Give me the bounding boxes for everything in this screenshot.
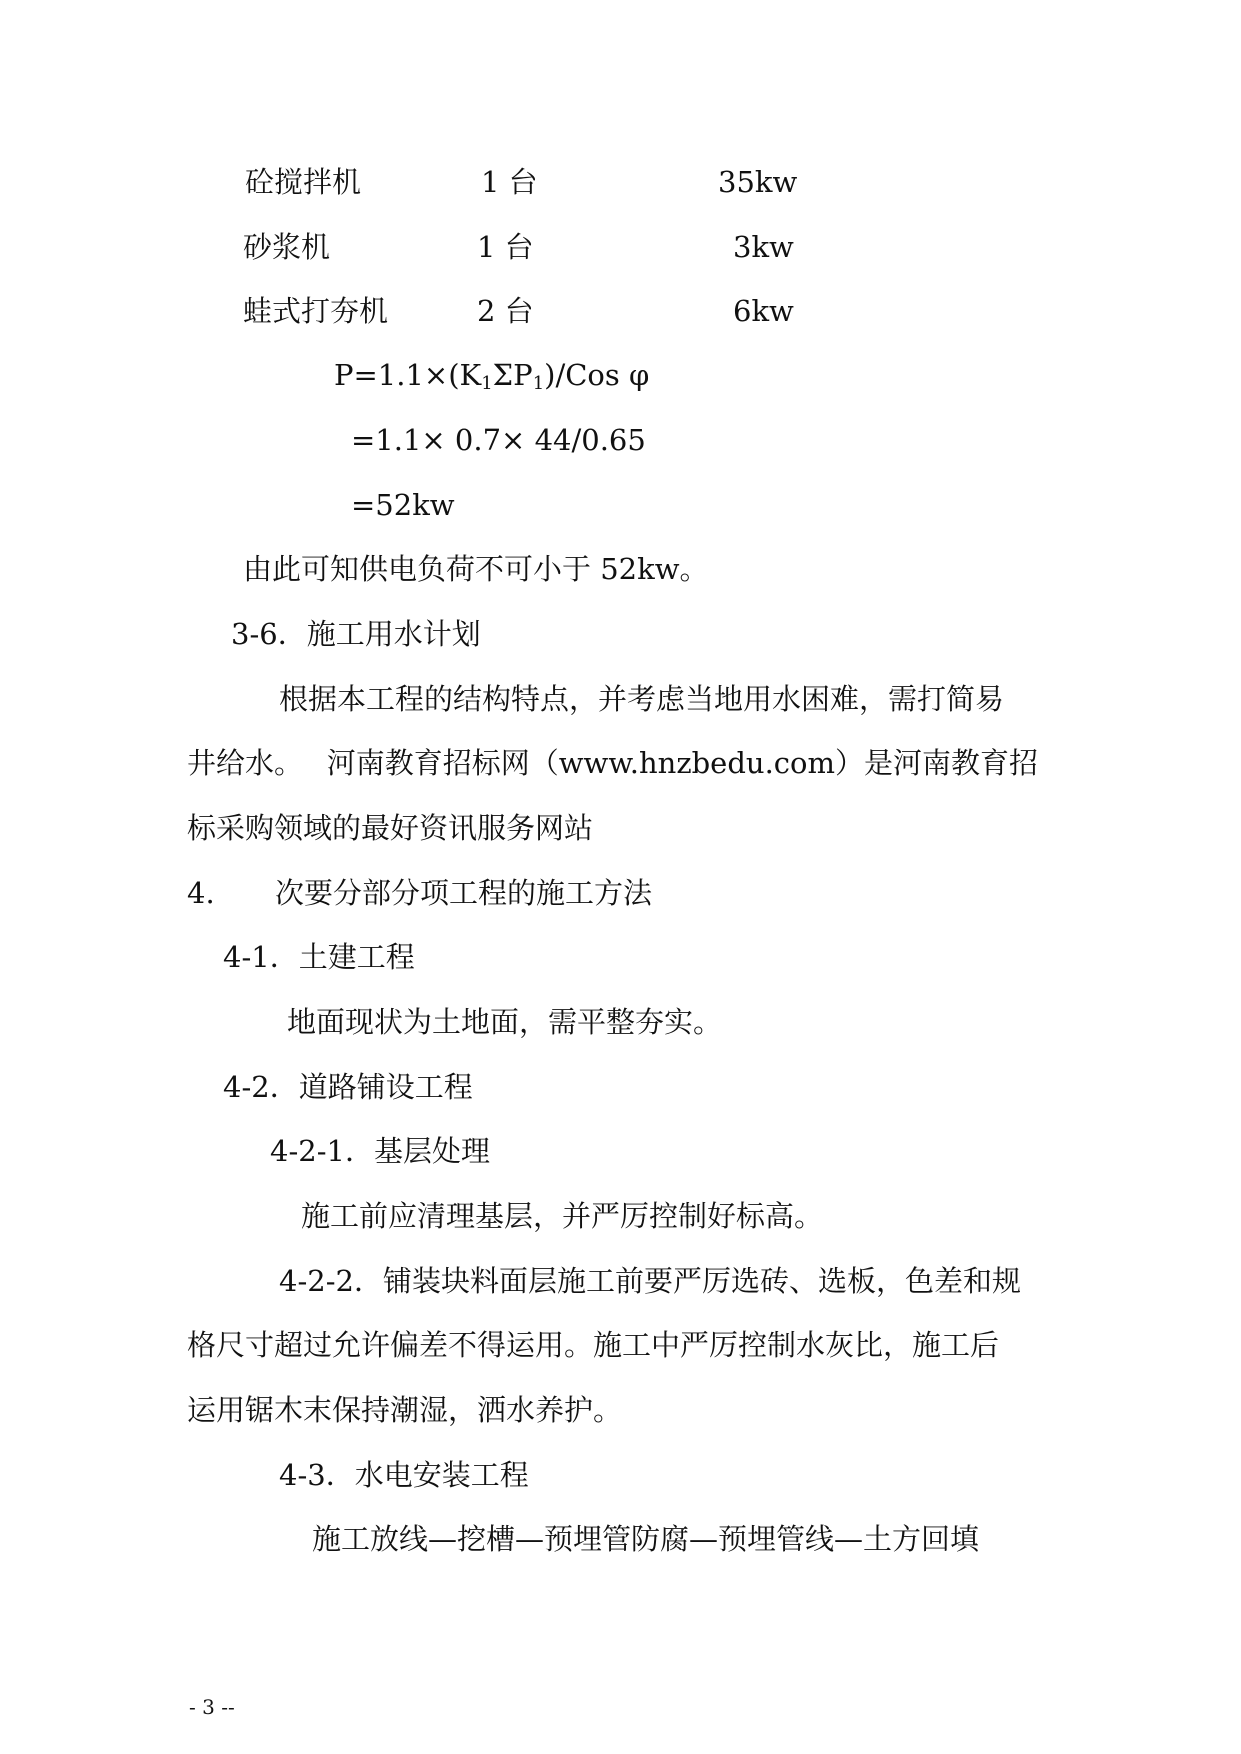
equipment-power: 6kw [733,294,794,328]
formula-tail: )/Cos φ [544,358,650,392]
section-4-1-heading: 4-1．土建工程 [223,940,415,974]
equipment-name: 砼搅拌机 [245,165,362,199]
formula-p-eq: P=1.1×(K [334,358,482,392]
section-4-2-2-line: 4-2-2．铺装块料面层施工前要严厉选砖、选板，色差和规 [279,1264,1021,1298]
section-4-3-heading: 4-3．水电安装工程 [279,1458,529,1492]
equipment-qty: 1 台 [481,165,538,199]
equipment-name: 蛙式打夯机 [243,294,389,328]
equipment-power: 35kw [718,165,798,199]
equipment-qty: 2 台 [477,294,534,328]
formula-line-3: =52kw [351,488,455,522]
section-4-number: 4. [187,876,215,910]
section-4-title: 次要分部分项工程的施工方法 [275,876,653,910]
section-4-1-paragraph: 地面现状为土地面，需平整夯实。 [287,1005,723,1039]
formula-subscript-p: 1 [532,373,545,394]
section-3-6-paragraph-line: 根据本工程的结构特点，并考虑当地用水困难，需打简易 [279,682,1005,716]
formula-line-2: =1.1× 0.7× 44/0.65 [351,423,646,457]
formula-sigma-p: ΣP [492,358,533,392]
section-4-2-2-line: 运用锯木末保持潮湿，洒水养护。 [187,1393,623,1427]
section-4-2-2-line: 格尺寸超过允许偏差不得运用。施工中严厉控制水灰比，施工后 [187,1328,1000,1362]
equipment-name: 砂浆机 [243,230,331,264]
section-4-2-1-paragraph: 施工前应清理基层，并严厉控制好标高。 [301,1199,824,1233]
section-4-2-1-heading: 4-2-1．基层处理 [270,1134,490,1168]
section-4-2-heading: 4-2．道路铺设工程 [223,1070,473,1104]
page-number-footer: - 3 -- [189,1695,235,1719]
section-3-6-paragraph-line: 标采购领域的最好资讯服务网站 [187,811,594,845]
section-4-3-paragraph: 施工放线—挖槽—预埋管防腐—预埋管线—土方回填 [312,1522,980,1556]
formula-line-1 [334,357,649,393]
formula-subscript-k: 1 [481,373,493,394]
section-3-6-heading: 3-6．施工用水计划 [231,617,481,651]
equipment-power: 3kw [733,230,794,264]
equipment-qty: 1 台 [477,230,534,264]
section-3-6-paragraph-line: 井给水。 河南教育招标网（www.hnzbedu.com）是河南教育招 [187,746,1038,780]
conclusion-text: 由此可知供电负荷不可小于 52kw。 [243,552,709,586]
